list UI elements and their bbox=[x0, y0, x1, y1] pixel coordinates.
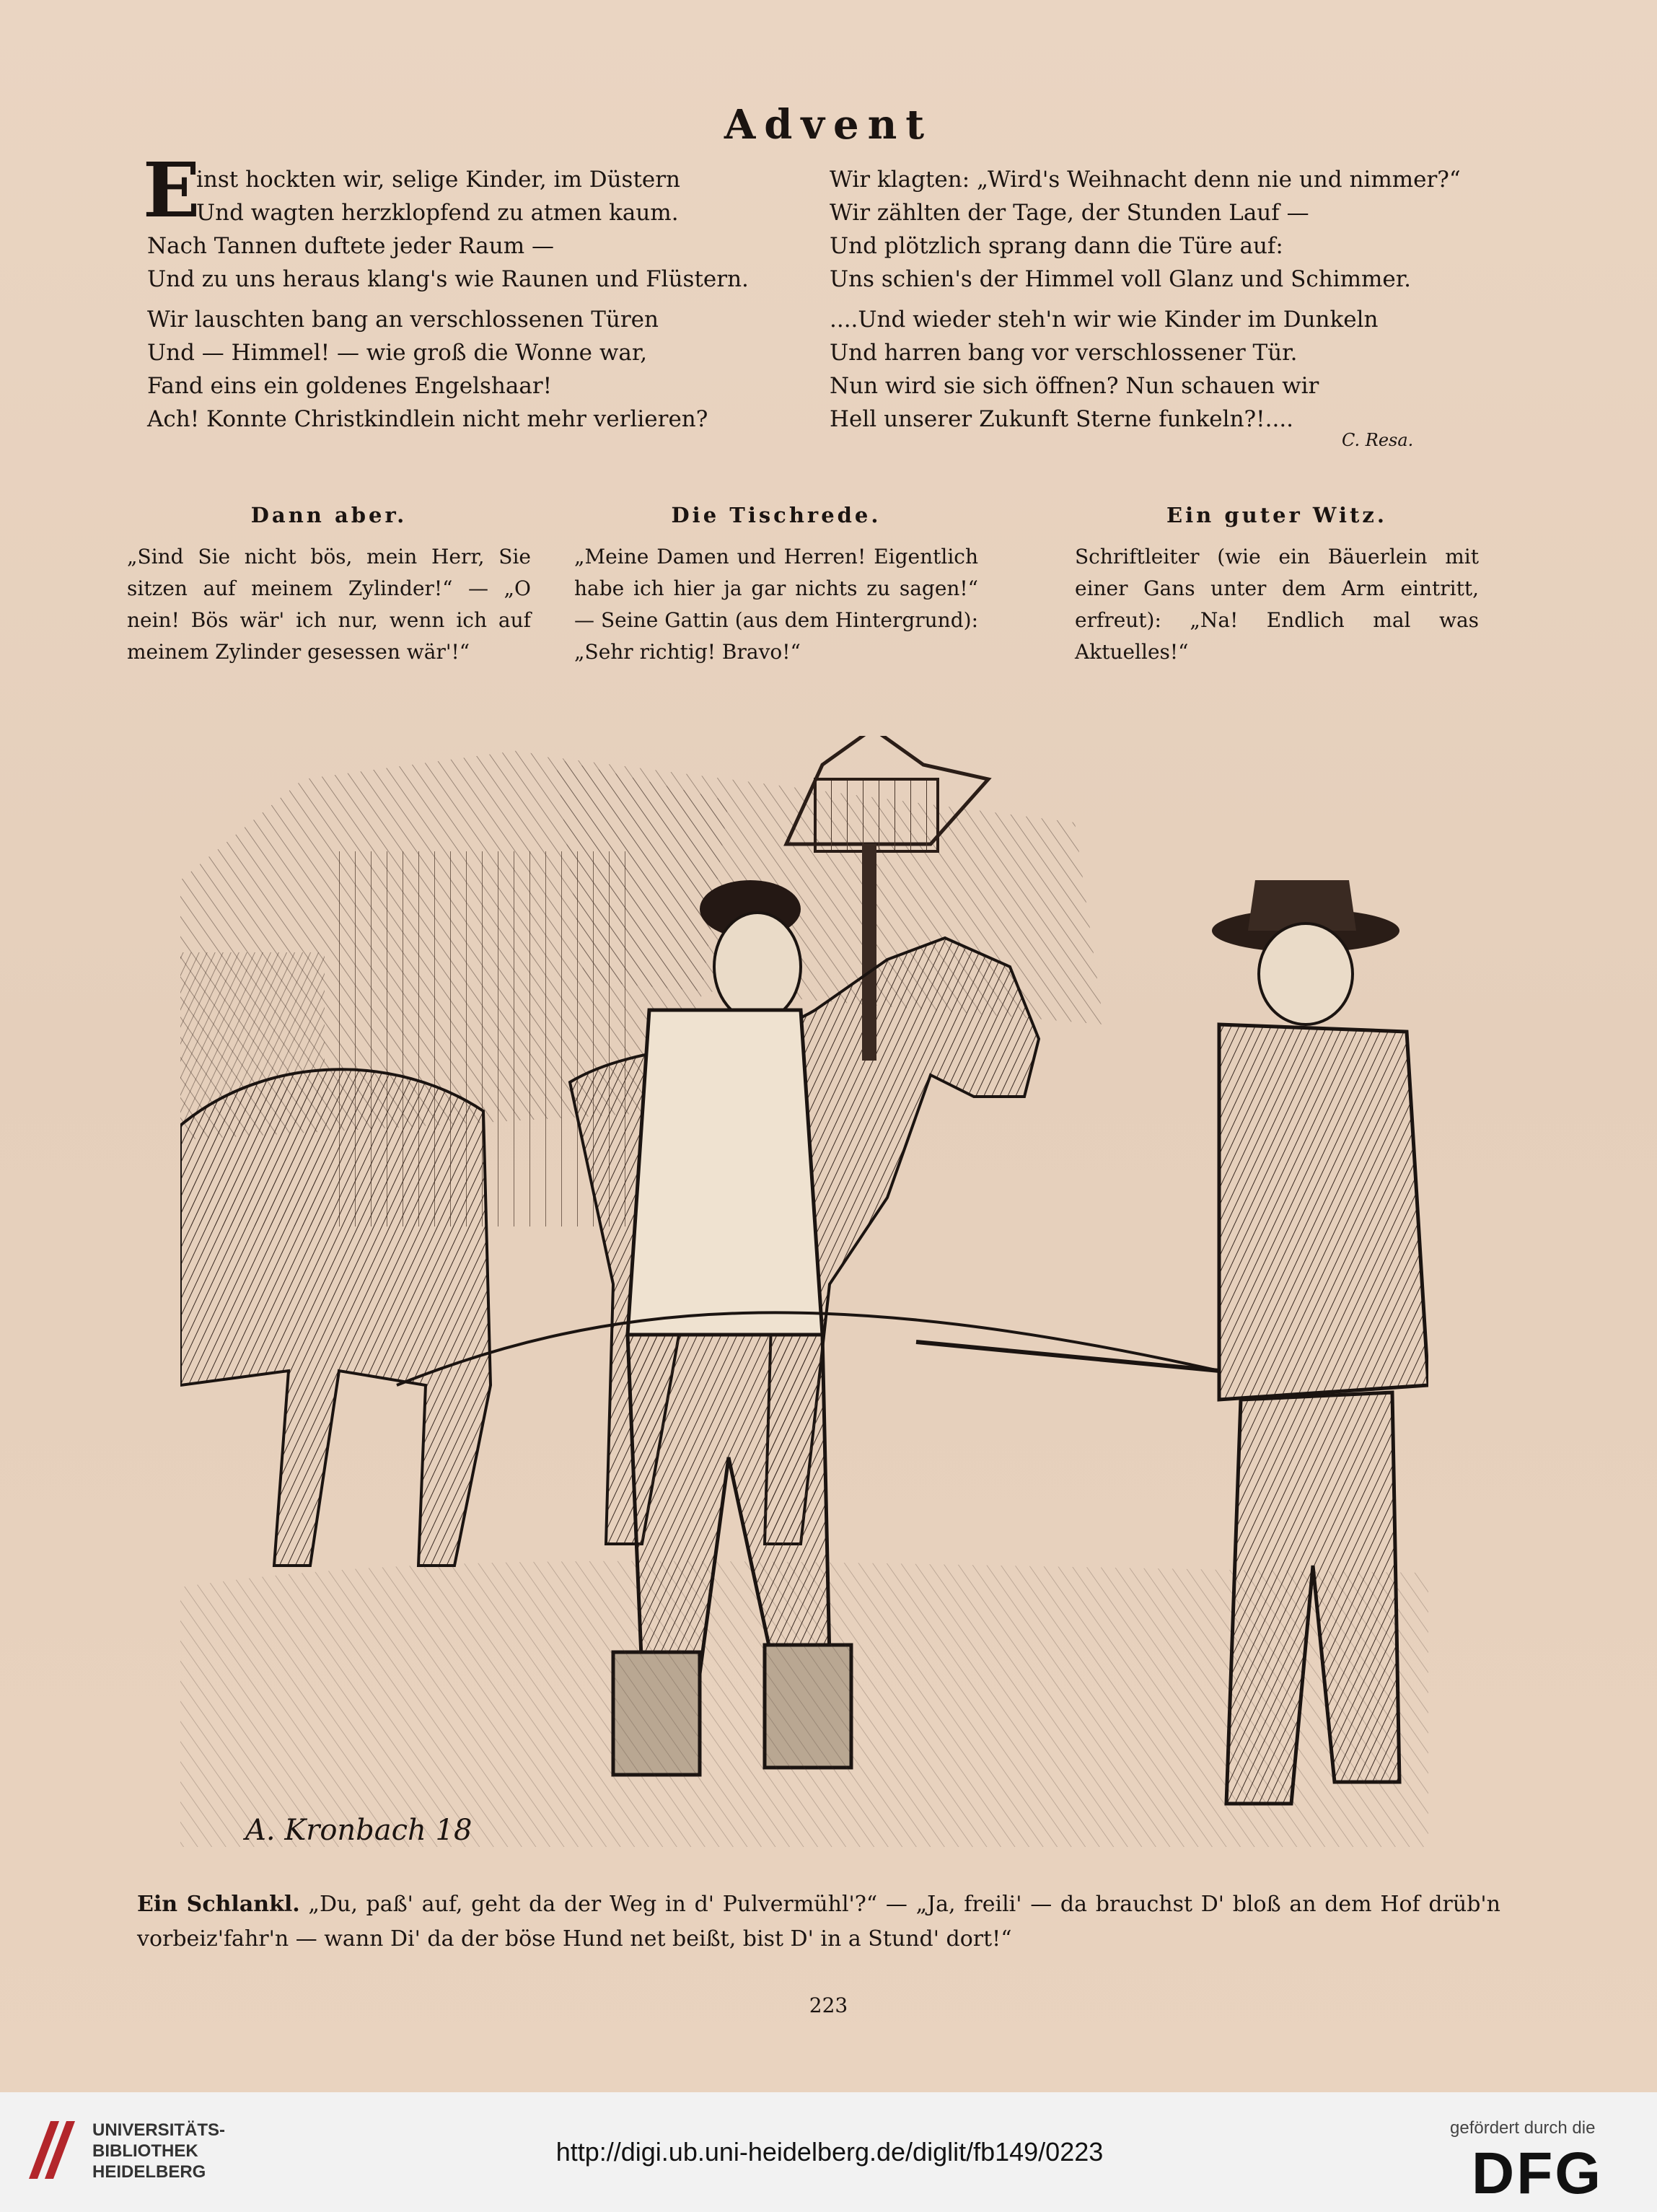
poem-line: Fand eins ein goldenes Engelshaar! bbox=[147, 373, 553, 399]
poem-line: Und wagten herzklopfend zu atmen kaum. bbox=[196, 200, 679, 226]
poem-stanza-right-2 bbox=[830, 303, 1379, 436]
library-name-line: HEIDELBERG bbox=[92, 2162, 206, 2182]
ub-heidelberg-logo-icon bbox=[22, 2114, 82, 2186]
poem-line: Nach Tannen duftete jeder Raum — bbox=[147, 233, 554, 259]
poem-line: Wir lauschten bang an verschlossenen Türen bbox=[147, 307, 659, 333]
library-name bbox=[92, 2120, 225, 2182]
anecdote-title: Dann aber. bbox=[250, 503, 408, 527]
poem-line: ....Und wieder steh'n wir wie Kinder im Dunkeln bbox=[830, 307, 1379, 333]
poem-line: Ach! Konnte Christkindlein nicht mehr verlieren? bbox=[147, 406, 708, 432]
anecdote-text: „Meine Damen und Herren! Eigentlich habe ich hier ja gar nichts zu sagen!“ — Seine Gattin (aus dem Hintergrund): „Sehr richtig! Bravo!“ bbox=[574, 545, 978, 664]
caption-lead: Ein Schlankl. bbox=[137, 1892, 300, 1917]
library-name-line: UNIVERSITÄTS- bbox=[92, 2120, 226, 2140]
digitization-footer bbox=[0, 2092, 1657, 2212]
anecdote-guter-witz bbox=[1075, 499, 1479, 668]
poem-line: inst hockten wir, selige Kinder, im Düstern bbox=[196, 167, 681, 193]
farmyard-illustration bbox=[180, 736, 1428, 1897]
poem-signature: C. Resa. bbox=[1342, 430, 1414, 450]
artist-signature: A. Kronbach 18 bbox=[245, 1814, 473, 1847]
poem-line: Und plötzlich sprang dann die Türe auf: bbox=[830, 233, 1283, 259]
poem-line: Wir zählten der Tage, der Stunden Lauf — bbox=[830, 200, 1309, 226]
poem-line: Hell unserer Zukunft Sterne funkeln?!.... bbox=[830, 406, 1294, 432]
poem-line: Und zu uns heraus klang's wie Raunen und Flüstern. bbox=[147, 266, 749, 292]
poem-line: Uns schien's der Himmel voll Glanz und Schimmer. bbox=[830, 266, 1411, 292]
library-name-line: BIBLIOTHEK bbox=[92, 2141, 198, 2161]
anecdote-title: Ein guter Witz. bbox=[1166, 503, 1387, 527]
poem-title: Advent bbox=[724, 101, 933, 149]
poem-stanza-left-2 bbox=[147, 303, 708, 436]
dfg-logo: DFG bbox=[1472, 2141, 1604, 2206]
caption-text: „Du, paß' auf, geht da der Weg in d' Pulvermühl'?“ — „Ja, freili' — da brauchst D' bloß an dem Hof drüb'n vorbeiz'fahr'n — wann Di' da der böse Hund net beißt, bist D' in a Stund' dort!“ bbox=[137, 1892, 1500, 1952]
anecdote-text: „Sind Sie nicht bös, mein Herr, Sie sitzen auf meinem Zylinder!“ — „O nein! Bös wär' ich nur, wenn ich auf meinem Zylinder gesessen wär'!“ bbox=[127, 545, 531, 664]
anecdote-dann-aber bbox=[127, 499, 531, 668]
poem-stanza-left-1-cont bbox=[147, 229, 749, 296]
illustration-caption bbox=[137, 1887, 1500, 1957]
poem-line: Wir klagten: „Wird's Weihnacht denn nie und nimmer?“ bbox=[830, 167, 1461, 193]
poem-line: Und harren bang vor verschlossener Tür. bbox=[830, 340, 1298, 366]
ground bbox=[180, 1561, 1428, 1847]
anecdote-tischrede bbox=[574, 499, 978, 668]
permalink-url[interactable]: http://digi.ub.uni-heidelberg.de/diglit/fb149/0223 bbox=[555, 2137, 1104, 2167]
funding-label: gefördert durch die bbox=[1450, 2118, 1596, 2138]
poem-line: Und — Himmel! — wie groß die Wonne war, bbox=[147, 340, 648, 366]
poem-dropcap: E bbox=[143, 146, 201, 234]
poem-stanza-right-1 bbox=[830, 163, 1461, 296]
page-number: 223 bbox=[809, 1993, 848, 2017]
poem-stanza-left-1 bbox=[196, 163, 680, 229]
anecdote-title: Die Tischrede. bbox=[671, 503, 882, 527]
anecdote-text: Schriftleiter (wie ein Bäuerlein mit einer Gans unter dem Arm eintritt, erfreut): „Na! Endlich mal was Aktuelles!“ bbox=[1075, 545, 1479, 664]
poem-line: Nun wird sie sich öffnen? Nun schauen wir bbox=[830, 373, 1319, 399]
horse-left bbox=[180, 1069, 491, 1566]
